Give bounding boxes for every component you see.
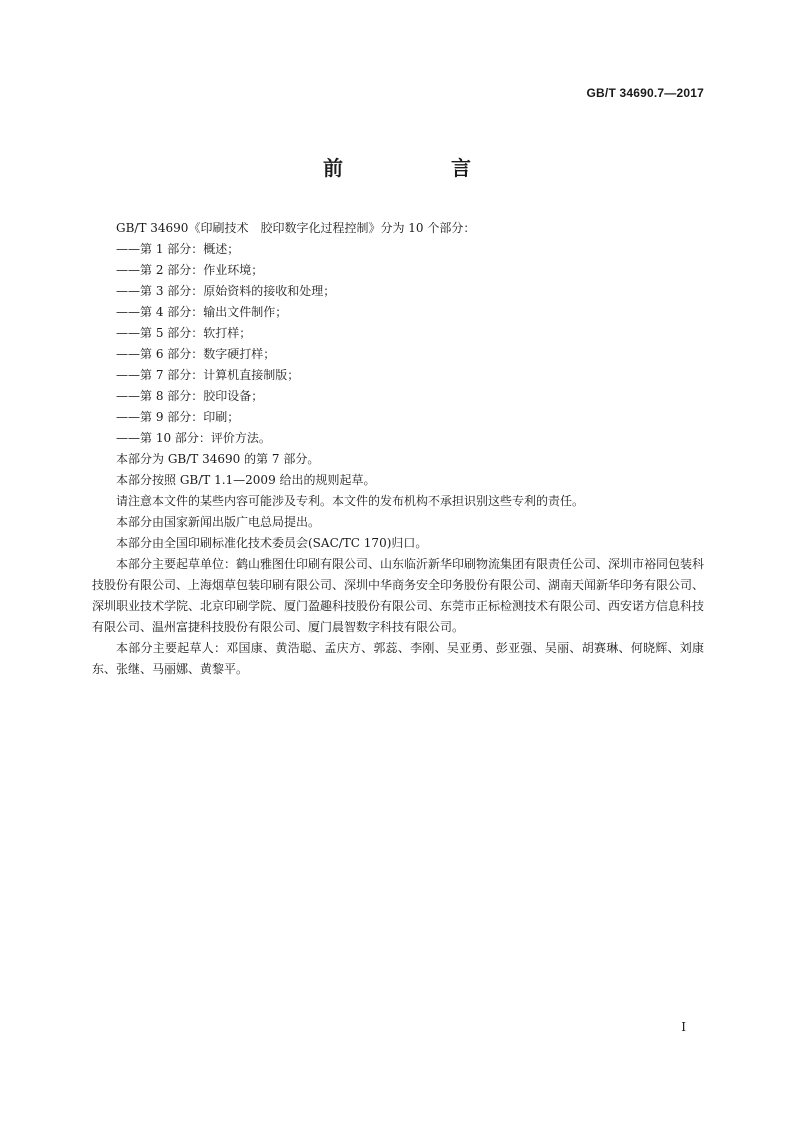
part-statement: 本部分为 GB/T 34690 的第 7 部分。 — [116, 452, 320, 466]
parts-list — [92, 239, 704, 449]
list-item: ——第 10 部分：评价方法。 — [116, 431, 271, 445]
document-body — [92, 218, 704, 680]
list-item: ——第 9 部分：印刷； — [116, 410, 240, 424]
technical-committee-statement: 本部分由全国印刷标准化技术委员会(SAC/TC 170)归口。 — [116, 536, 428, 550]
drafters: 本部分主要起草人：邓国康、黄浩聪、孟庆方、郭蕊、李刚、吴亚勇、彭亚强、吴丽、胡赛琳、何晓辉、刘康东、张继、马丽娜、黄黎平。 — [92, 641, 704, 676]
intro-paragraph: GB/T 34690《印刷技术 胶印数字化过程控制》分为 10 个部分： — [116, 221, 476, 235]
list-item: ——第 5 部分：软打样； — [116, 326, 252, 340]
list-item: ——第 2 部分：作业环境； — [116, 263, 264, 277]
drafting-rules-statement: 本部分按照 GB/T 1.1—2009 给出的规则起草。 — [116, 473, 376, 487]
list-item: ——第 4 部分：输出文件制作； — [116, 305, 288, 319]
drafting-organizations: 本部分主要起草单位：鹤山雅图仕印刷有限公司、山东临沂新华印刷物流集团有限责任公司、深圳市裕同包装科技股份有限公司、上海烟草包装印刷有限公司、深圳中华商务安全印务股份有限公司、湖南天闻新华印务有限公司、深圳职业技术学院、北京印刷学院、厦门盈趣科技股份有限公司、东莞市正标检测技术有限公司、西安诺方信息科技有限公司、温州富捷科技股份有限公司、厦门晨智数字科技有限公司。 — [92, 557, 705, 634]
list-item: ——第 8 部分：胶印设备； — [116, 389, 264, 403]
standard-code: GB/T 34690.7—2017 — [586, 86, 704, 100]
list-item: ——第 7 部分：计算机直接制版； — [116, 368, 300, 382]
list-item: ——第 3 部分：原始资料的接收和处理； — [116, 284, 336, 298]
page-number: I — [681, 1020, 686, 1034]
patent-notice: 请注意本文件的某些内容可能涉及专利。本文件的发布机构不承担识别这些专利的责任。 — [116, 494, 585, 508]
page-title: 前 言 — [323, 156, 515, 180]
proposer-statement: 本部分由国家新闻出版广电总局提出。 — [116, 515, 321, 529]
list-item: ——第 6 部分：数字硬打样； — [116, 347, 276, 361]
list-item: ——第 1 部分：概述； — [116, 242, 240, 256]
